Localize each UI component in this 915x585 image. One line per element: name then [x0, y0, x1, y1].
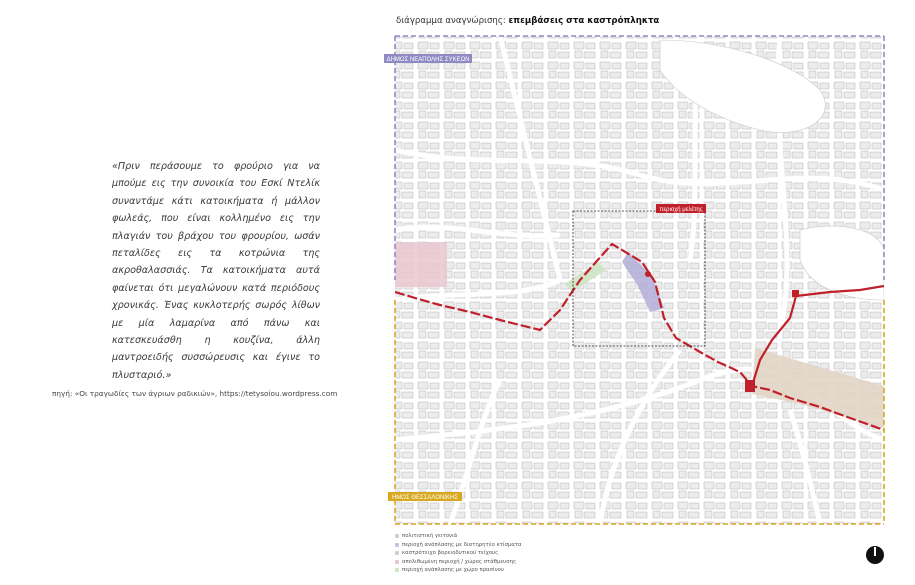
- legend-label: καστρότειχο βορειοδυτικού τείχους: [402, 550, 499, 557]
- wall-tower: [745, 380, 755, 392]
- quote-source: πηγή: «Οι τραγωδίες των άγριων ραδικιών», https://tetysoiou.wordpress.com: [52, 389, 338, 398]
- south-municipality-label: ΗΜΟΣ ΘΕΣΣΑΛΟΝΙΚΗΣ: [391, 495, 459, 501]
- historical-quote: «Πριν περάσουμε το φρούριο για να μπούμε εις την συνοικία του Εσκί Ντελίκ συναντάμε κάτι κατοικήματα ή μάλλον φωλεάς, που είναι κολλημένο εις την πλαγιάν του βράχου του φρουρίου, ωσάν πεταλίδες εις τα κοτρώνια της ακροθαλασσιάς. Τα κατοικήματα αυτά φαίνεται ότι μεγαλώνουν κατά περιόδους χρονικάς. Ένας κυκλοτερής σωρός λίθων με μία λαμαρίνα από πάνω και κατεσκευάσθη η κουζίνα, άλλη μαντροειδής συσσώρευσις και έγινε το πλυσταριό.»: [112, 161, 320, 381]
- legend-item: [395, 558, 522, 567]
- pink-zone: [395, 242, 447, 287]
- legend-item: [395, 541, 522, 550]
- legend-item: [395, 549, 522, 558]
- legend-label: πολιτιστική γειτονιά: [402, 533, 458, 540]
- legend-swatch: [395, 560, 399, 564]
- legend-swatch: [395, 568, 399, 572]
- study-area-label: περιοχή μελέτης: [659, 207, 703, 213]
- wall-tower-east: [792, 290, 799, 297]
- legend-item: [395, 566, 522, 575]
- legend-swatch: [395, 543, 399, 547]
- legend-swatch: [395, 551, 399, 555]
- legend-label: περιοχή ανάπλασης με διατηρητέο κτίσματα: [402, 541, 522, 548]
- legend-swatch: [395, 534, 399, 538]
- map-legend: [395, 532, 522, 575]
- legend-label: απολιθωμένη περιοχή / χώρος στάθμευσης: [402, 558, 517, 565]
- map-title-bold: επεμβάσεις στα καστρόπληκτα: [508, 16, 660, 26]
- map-title-prefix: διάγραμμα αναγνώρισης:: [396, 16, 506, 26]
- legend-label: περιοχή ανάπλασης με χώρο πρασίνου: [402, 567, 504, 574]
- north-arrow-icon: [866, 546, 884, 564]
- north-municipality-label: ΔΗΜΟΣ ΝΕΑΠΟΛΗΣ ΣΥΚΕΩΝ: [386, 57, 470, 63]
- wall-tower-north: [645, 271, 651, 277]
- legend-item: [395, 532, 522, 541]
